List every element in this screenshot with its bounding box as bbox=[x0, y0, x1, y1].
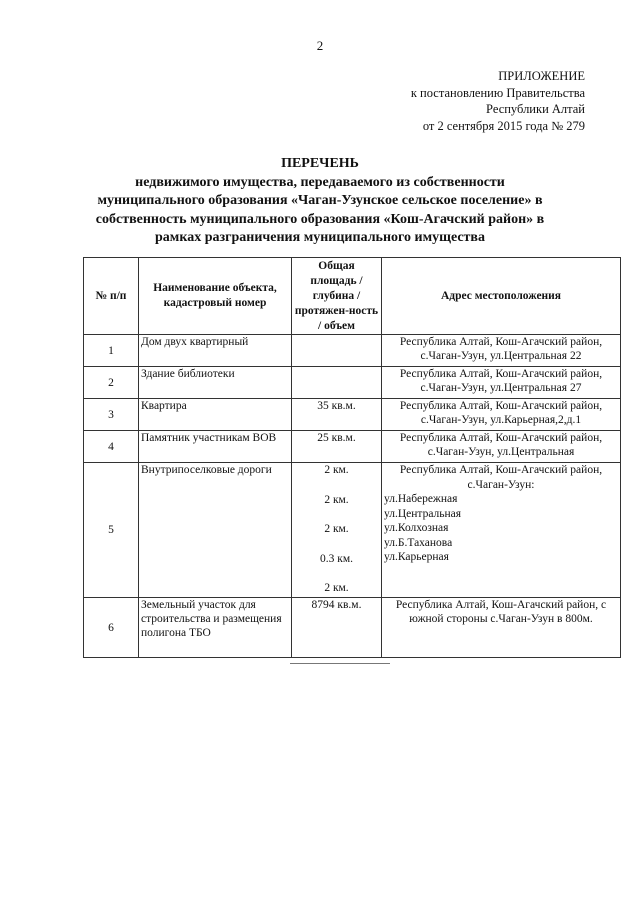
row-area: 25 кв.м. bbox=[292, 431, 382, 463]
row-num: 3 bbox=[84, 399, 139, 431]
street-name: ул.Колхозная bbox=[384, 522, 449, 534]
street-name: ул.Набережная bbox=[384, 493, 458, 505]
row-address bbox=[382, 367, 621, 399]
row-name: Здание библиотеки bbox=[139, 367, 292, 399]
road-length: 2 км. bbox=[324, 582, 349, 594]
table-row bbox=[84, 335, 621, 367]
address-line: Республика Алтай, Кош-Агачский район, с bbox=[395, 599, 607, 611]
appendix-label: ПРИЛОЖЕНИЕ bbox=[498, 69, 585, 83]
appendix-header bbox=[340, 68, 585, 134]
property-table bbox=[83, 257, 621, 658]
row-num: 1 bbox=[84, 335, 139, 367]
address-line: южной стороны с.Чаган-Узун в 800м. bbox=[409, 613, 593, 625]
row-num: 2 bbox=[84, 367, 139, 399]
street-name: ул.Центральная bbox=[384, 507, 462, 520]
row-address bbox=[382, 335, 621, 367]
title-line: собственность муниципального образования «Кош-Агачский район» в bbox=[95, 211, 545, 227]
header-address: Адрес местоположения bbox=[382, 258, 621, 335]
row-address bbox=[382, 431, 621, 463]
road-length: 2 км. bbox=[324, 523, 349, 535]
road-length: 2 км. bbox=[324, 493, 349, 506]
header-num: № п/п bbox=[84, 258, 139, 335]
page-number: 2 bbox=[316, 38, 324, 53]
row-area bbox=[292, 367, 382, 399]
road-length: 0.3 км. bbox=[320, 552, 353, 565]
header-area: Общая площадь / глубина / протяжен-ность / объем bbox=[292, 258, 382, 335]
appendix-decree: к постановлению Правительства bbox=[410, 85, 585, 100]
header-name: Наименование объекта, кадастровый номер bbox=[139, 258, 292, 335]
table-row bbox=[84, 598, 621, 658]
table-row bbox=[84, 463, 621, 598]
row-address bbox=[382, 463, 621, 598]
row-name: Земельный участок для строительства и размещения полигона ТБО bbox=[139, 598, 292, 658]
row-area bbox=[292, 335, 382, 367]
row-name: Внутрипоселковые дороги bbox=[139, 463, 292, 598]
row-name: Памятник участникам ВОВ bbox=[139, 431, 292, 463]
title-line: недвижимого имущества, передаваемого из собственности bbox=[135, 174, 505, 190]
row-num: 6 bbox=[84, 598, 139, 658]
table-row bbox=[84, 399, 621, 431]
row-name: Дом двух квартирный bbox=[139, 335, 292, 367]
address-line: Республика Алтай, Кош-Агачский район, bbox=[399, 368, 603, 380]
table-row bbox=[84, 431, 621, 463]
row-num: 4 bbox=[84, 431, 139, 463]
address-line: с.Чаган-Узун, ул.Центральная bbox=[427, 446, 575, 458]
address-line: Республика Алтай, Кош-Агачский район, bbox=[399, 400, 603, 412]
row-address bbox=[382, 399, 621, 431]
street-name: ул.Карьерная bbox=[384, 551, 449, 563]
row-address bbox=[382, 598, 621, 658]
table-header-row bbox=[84, 258, 621, 335]
address-line: с.Чаган-Узун, ул.Центральная 22 bbox=[420, 350, 582, 362]
road-length: 2 км. bbox=[324, 464, 349, 476]
row-area-list bbox=[292, 463, 382, 598]
address-line: с.Чаган-Узун, ул.Карьерная,2,д.1 bbox=[420, 414, 582, 426]
row-area: 35 кв.м. bbox=[292, 399, 382, 431]
address-line: с.Чаган-Узун: bbox=[467, 478, 535, 491]
table-row bbox=[84, 367, 621, 399]
title-line: рамках разграничения муниципального имущества bbox=[155, 230, 485, 245]
row-name: Квартира bbox=[139, 399, 292, 431]
address-line: с.Чаган-Узун, ул.Центральная 27 bbox=[420, 382, 582, 394]
title-heading: ПЕРЕЧЕНЬ bbox=[281, 156, 359, 171]
address-line: Республика Алтай, Кош-Агачский район, bbox=[399, 464, 603, 476]
row-num: 5 bbox=[84, 463, 139, 598]
address-line: Республика Алтай, Кош-Агачский район, bbox=[399, 432, 603, 444]
street-name: ул.Б.Таханова bbox=[384, 536, 453, 549]
row-area: 8794 кв.м. bbox=[292, 598, 382, 658]
separator-line bbox=[290, 663, 390, 664]
appendix-date: от 2 сентября 2015 года № 279 bbox=[422, 118, 585, 133]
address-line: Республика Алтай, Кош-Агачский район, bbox=[399, 336, 603, 348]
title-line: муниципального образования «Чаган-Узунское сельское поселение» в bbox=[97, 193, 543, 208]
appendix-government: Республики Алтай bbox=[486, 102, 585, 116]
document-title bbox=[80, 155, 560, 248]
